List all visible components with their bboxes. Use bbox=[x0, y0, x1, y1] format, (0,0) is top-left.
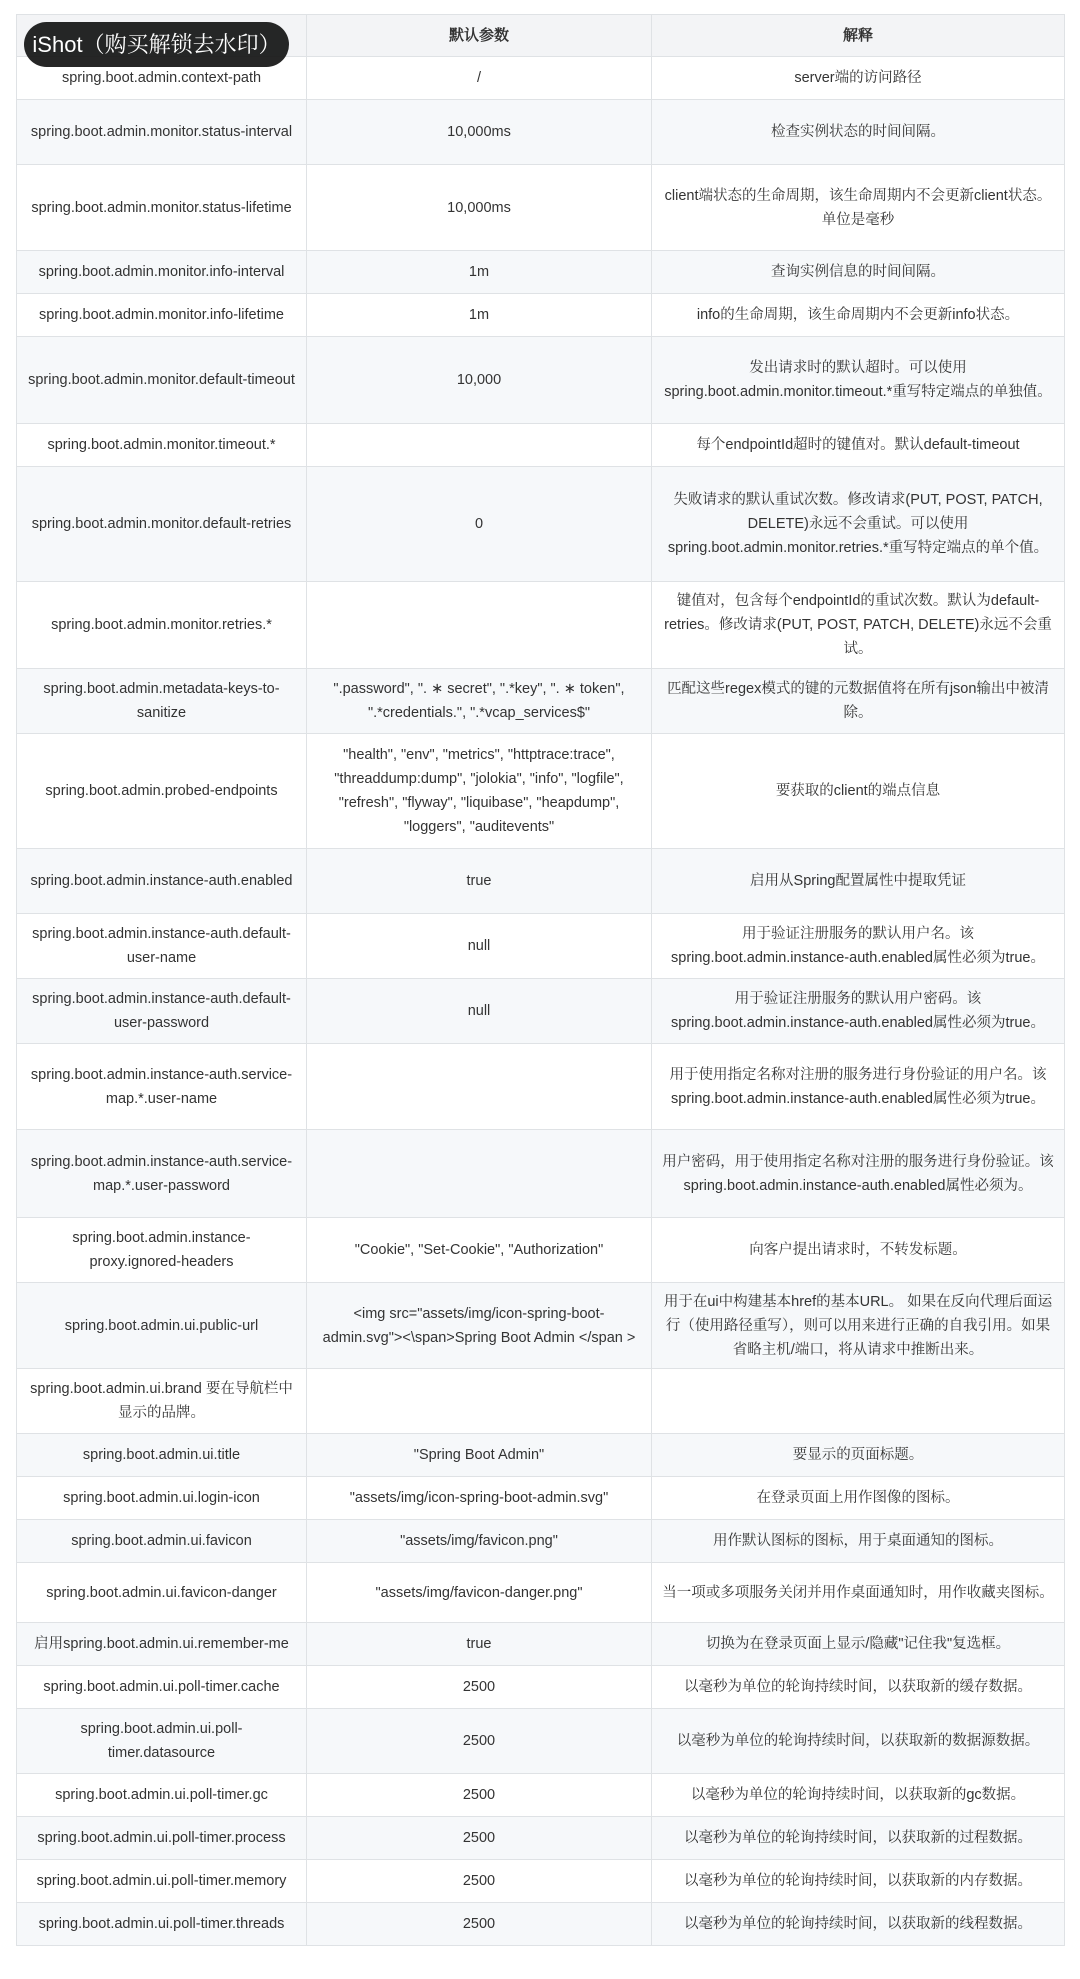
cell-property: spring.boot.admin.monitor.default-retries bbox=[17, 467, 307, 582]
table-row bbox=[17, 1369, 1065, 1434]
table-row bbox=[17, 251, 1065, 294]
cell-default bbox=[307, 1369, 652, 1434]
cell-property: spring.boot.admin.ui.title bbox=[17, 1434, 307, 1477]
cell-default bbox=[307, 424, 652, 467]
cell-property: spring.boot.admin.instance-auth.default-user-password bbox=[17, 979, 307, 1044]
cell-default: 2500 bbox=[307, 1774, 652, 1817]
cell-default: 1m bbox=[307, 294, 652, 337]
config-table-container bbox=[16, 14, 1064, 1946]
cell-property: spring.boot.admin.ui.favicon-danger bbox=[17, 1563, 307, 1623]
table-row bbox=[17, 1283, 1065, 1369]
cell-property: spring.boot.admin.monitor.retries.* bbox=[17, 582, 307, 669]
cell-description: 启用从Spring配置属性中提取凭证 bbox=[652, 849, 1065, 914]
table-body bbox=[17, 57, 1065, 1946]
cell-description: 以毫秒为单位的轮询持续时间，以获取新的数据源数据。 bbox=[652, 1709, 1065, 1774]
table-row bbox=[17, 1860, 1065, 1903]
cell-description: 每个endpointId超时的键值对。默认default-timeout bbox=[652, 424, 1065, 467]
table-row bbox=[17, 1817, 1065, 1860]
table-row bbox=[17, 1130, 1065, 1218]
table-row bbox=[17, 914, 1065, 979]
cell-default: 0 bbox=[307, 467, 652, 582]
table-row bbox=[17, 337, 1065, 424]
cell-description: 在登录页面上用作图像的图标。 bbox=[652, 1477, 1065, 1520]
cell-property: spring.boot.admin.monitor.timeout.* bbox=[17, 424, 307, 467]
cell-description: 当一项或多项服务关闭并用作桌面通知时，用作收藏夹图标。 bbox=[652, 1563, 1065, 1623]
table-row bbox=[17, 165, 1065, 251]
cell-default: 1m bbox=[307, 251, 652, 294]
cell-property: spring.boot.admin.monitor.status-lifetime bbox=[17, 165, 307, 251]
table-row bbox=[17, 424, 1065, 467]
config-table bbox=[16, 14, 1065, 1946]
cell-property: spring.boot.admin.instance-auth.enabled bbox=[17, 849, 307, 914]
cell-default: 10,000 bbox=[307, 337, 652, 424]
cell-default: 2500 bbox=[307, 1903, 652, 1946]
cell-default: true bbox=[307, 849, 652, 914]
cell-property: spring.boot.admin.ui.poll-timer.process bbox=[17, 1817, 307, 1860]
cell-property: spring.boot.admin.instance-auth.service-map.*.user-name bbox=[17, 1044, 307, 1130]
cell-property: spring.boot.admin.ui.login-icon bbox=[17, 1477, 307, 1520]
header-default: 默认参数 bbox=[307, 15, 652, 57]
cell-property: spring.boot.admin.ui.poll-timer.threads bbox=[17, 1903, 307, 1946]
cell-default: 2500 bbox=[307, 1860, 652, 1903]
cell-default: <img src="assets/img/icon-spring-boot-admin.svg"><\span>Spring Boot Admin </span > bbox=[307, 1283, 652, 1369]
table-row bbox=[17, 1903, 1065, 1946]
cell-property: spring.boot.admin.ui.brand 要在导航栏中显示的品牌。 bbox=[17, 1369, 307, 1434]
cell-property: spring.boot.admin.ui.favicon bbox=[17, 1520, 307, 1563]
cell-description: 检查实例状态的时间间隔。 bbox=[652, 100, 1065, 165]
cell-property: spring.boot.admin.metadata-keys-to-sanitize bbox=[17, 669, 307, 734]
cell-description: 以毫秒为单位的轮询持续时间，以获取新的过程数据。 bbox=[652, 1817, 1065, 1860]
cell-default: 10,000ms bbox=[307, 165, 652, 251]
cell-property: spring.boot.admin.monitor.info-lifetime bbox=[17, 294, 307, 337]
table-row bbox=[17, 849, 1065, 914]
table-row bbox=[17, 1477, 1065, 1520]
table-row bbox=[17, 669, 1065, 734]
cell-default: "health", "env", "metrics", "httptrace:trace", "threaddump:dump", "jolokia", "info", "logfile", "refresh", "flyway", "liquibase", "heapdump", "loggers", "auditevents" bbox=[307, 734, 652, 849]
cell-default: "assets/img/favicon.png" bbox=[307, 1520, 652, 1563]
cell-default bbox=[307, 1044, 652, 1130]
cell-property: spring.boot.admin.ui.public-url bbox=[17, 1283, 307, 1369]
cell-default: 2500 bbox=[307, 1709, 652, 1774]
cell-description: 键值对，包含每个endpointId的重试次数。默认为default-retries。修改请求(PUT, POST, PATCH, DELETE)永远不会重试。 bbox=[652, 582, 1065, 669]
cell-description: 用于验证注册服务的默认用户名。该spring.boot.admin.instance-auth.enabled属性必须为true。 bbox=[652, 914, 1065, 979]
cell-property: spring.boot.admin.instance-auth.service-map.*.user-password bbox=[17, 1130, 307, 1218]
cell-default: "Spring Boot Admin" bbox=[307, 1434, 652, 1477]
cell-description: server端的访问路径 bbox=[652, 57, 1065, 100]
table-row bbox=[17, 467, 1065, 582]
cell-property: spring.boot.admin.monitor.default-timeout bbox=[17, 337, 307, 424]
table-row bbox=[17, 1563, 1065, 1623]
cell-description: 向客户提出请求时，不转发标题。 bbox=[652, 1218, 1065, 1283]
cell-property: spring.boot.admin.monitor.status-interval bbox=[17, 100, 307, 165]
cell-property: spring.boot.admin.ui.poll-timer.gc bbox=[17, 1774, 307, 1817]
table-row bbox=[17, 1709, 1065, 1774]
cell-default: "assets/img/favicon-danger.png" bbox=[307, 1563, 652, 1623]
cell-property: spring.boot.admin.monitor.info-interval bbox=[17, 251, 307, 294]
cell-description: 匹配这些regex模式的键的元数据值将在所有json输出中被清除。 bbox=[652, 669, 1065, 734]
cell-property: spring.boot.admin.probed-endpoints bbox=[17, 734, 307, 849]
cell-description bbox=[652, 1369, 1065, 1434]
table-row bbox=[17, 1666, 1065, 1709]
cell-description: 用于验证注册服务的默认用户密码。该spring.boot.admin.instance-auth.enabled属性必须为true。 bbox=[652, 979, 1065, 1044]
table-row bbox=[17, 1774, 1065, 1817]
table-row bbox=[17, 1434, 1065, 1477]
cell-default: 2500 bbox=[307, 1666, 652, 1709]
cell-property: spring.boot.admin.ui.poll-timer.cache bbox=[17, 1666, 307, 1709]
table-row bbox=[17, 1218, 1065, 1283]
cell-property: spring.boot.admin.context-path bbox=[17, 57, 307, 100]
cell-description: 以毫秒为单位的轮询持续时间，以获取新的gc数据。 bbox=[652, 1774, 1065, 1817]
table-row bbox=[17, 979, 1065, 1044]
header-description: 解释 bbox=[652, 15, 1065, 57]
cell-description: 发出请求时的默认超时。可以使用spring.boot.admin.monitor.timeout.*重写特定端点的单独值。 bbox=[652, 337, 1065, 424]
cell-description: 切换为在登录页面上显示/隐藏"记住我"复选框。 bbox=[652, 1623, 1065, 1666]
cell-property: spring.boot.admin.instance-proxy.ignored-headers bbox=[17, 1218, 307, 1283]
table-row bbox=[17, 100, 1065, 165]
cell-description: 失败请求的默认重试次数。修改请求(PUT, POST, PATCH, DELETE)永远不会重试。可以使用spring.boot.admin.monitor.retries.*重写特定端点的单个值。 bbox=[652, 467, 1065, 582]
cell-default: "assets/img/icon-spring-boot-admin.svg" bbox=[307, 1477, 652, 1520]
table-row bbox=[17, 294, 1065, 337]
cell-default: "Cookie", "Set-Cookie", "Authorization" bbox=[307, 1218, 652, 1283]
cell-property: spring.boot.admin.ui.poll-timer.datasource bbox=[17, 1709, 307, 1774]
cell-default: true bbox=[307, 1623, 652, 1666]
ishot-watermark-badge: iShot（购买解锁去水印） bbox=[24, 22, 289, 67]
cell-description: client端状态的生命周期，该生命周期内不会更新client状态。单位是毫秒 bbox=[652, 165, 1065, 251]
cell-description: 以毫秒为单位的轮询持续时间，以获取新的内存数据。 bbox=[652, 1860, 1065, 1903]
cell-property: 启用spring.boot.admin.ui.remember-me bbox=[17, 1623, 307, 1666]
table-row bbox=[17, 1044, 1065, 1130]
cell-description: info的生命周期，该生命周期内不会更新info状态。 bbox=[652, 294, 1065, 337]
cell-description: 要显示的页面标题。 bbox=[652, 1434, 1065, 1477]
cell-property: spring.boot.admin.ui.poll-timer.memory bbox=[17, 1860, 307, 1903]
cell-description: 用于使用指定名称对注册的服务进行身份验证的用户名。该spring.boot.admin.instance-auth.enabled属性必须为true。 bbox=[652, 1044, 1065, 1130]
cell-property: spring.boot.admin.instance-auth.default-user-name bbox=[17, 914, 307, 979]
table-row bbox=[17, 1520, 1065, 1563]
cell-description: 要获取的client的端点信息 bbox=[652, 734, 1065, 849]
cell-description: 以毫秒为单位的轮询持续时间，以获取新的线程数据。 bbox=[652, 1903, 1065, 1946]
table-row bbox=[17, 1623, 1065, 1666]
cell-default: ".password", ". ∗ secret", ".*key", ". ∗ token", ".*credentials.", ".*vcap_services$" bbox=[307, 669, 652, 734]
cell-description: 用作默认图标的图标，用于桌面通知的图标。 bbox=[652, 1520, 1065, 1563]
cell-default: / bbox=[307, 57, 652, 100]
table-row bbox=[17, 734, 1065, 849]
cell-description: 用于在ui中构建基本href的基本URL。 如果在反向代理后面运行（使用路径重写），则可以用来进行正确的自我引用。如果省略主机/端口，将从请求中推断出来。 bbox=[652, 1283, 1065, 1369]
cell-description: 查询实例信息的时间间隔。 bbox=[652, 251, 1065, 294]
cell-description: 用户密码，用于使用指定名称对注册的服务进行身份验证。该spring.boot.admin.instance-auth.enabled属性必须为。 bbox=[652, 1130, 1065, 1218]
cell-default bbox=[307, 1130, 652, 1218]
table-row bbox=[17, 582, 1065, 669]
cell-description: 以毫秒为单位的轮询持续时间，以获取新的缓存数据。 bbox=[652, 1666, 1065, 1709]
cell-default: null bbox=[307, 979, 652, 1044]
cell-default bbox=[307, 582, 652, 669]
cell-default: 10,000ms bbox=[307, 100, 652, 165]
cell-default: 2500 bbox=[307, 1817, 652, 1860]
cell-default: null bbox=[307, 914, 652, 979]
